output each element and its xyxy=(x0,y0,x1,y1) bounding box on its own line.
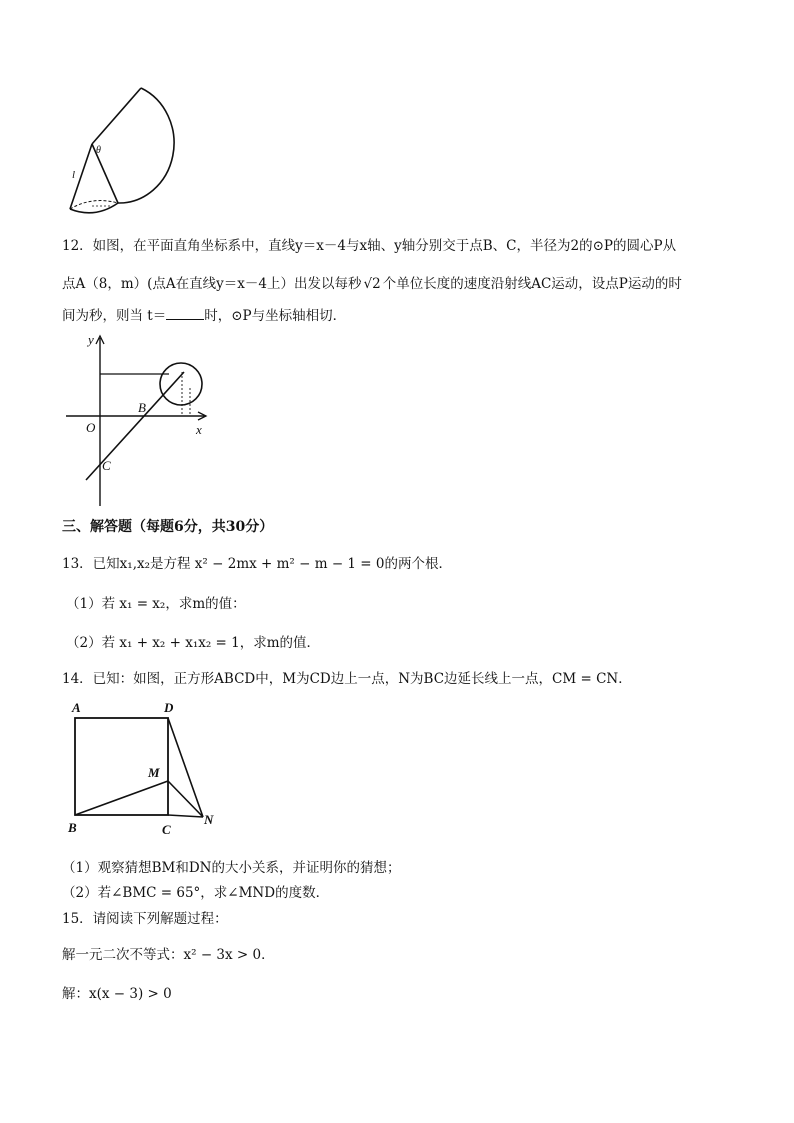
label-theta: θ xyxy=(96,145,101,156)
square-figure xyxy=(62,696,232,842)
label-b: B xyxy=(68,820,77,835)
q15-line2: 解：x(x − 3) > 0 xyxy=(62,986,172,1002)
label-n: N xyxy=(204,812,214,827)
label-b: B xyxy=(138,400,146,415)
q13-stem: 13．已知x₁,x₂是方程 x² − 2mx + m² − m − 1 = 0的两个根． xyxy=(62,556,453,572)
q12-line3-post: 时，⊙P与坐标轴相切． xyxy=(204,308,347,324)
q15-line1: 解一元二次不等式：x² − 3x > 0． xyxy=(62,947,275,963)
label-y: y xyxy=(88,332,94,347)
q12-line2 xyxy=(62,272,682,292)
q12-line3 xyxy=(62,304,346,324)
cone-base-front xyxy=(70,203,118,213)
label-x: x xyxy=(196,422,202,437)
label-c: C xyxy=(162,822,171,837)
q15-stem: 15．请阅读下列解题过程： xyxy=(62,911,228,927)
circle-p xyxy=(160,363,202,405)
label-d: D xyxy=(164,700,174,715)
label-a: A xyxy=(72,700,81,715)
section3-title: 三、解答题（每题6分，共30分） xyxy=(62,519,274,535)
label-l: l xyxy=(72,169,76,181)
label-o: O xyxy=(86,420,96,435)
segment-mn xyxy=(168,781,203,817)
segment-dn xyxy=(168,718,203,817)
cone-sector-figure xyxy=(60,86,185,221)
answer-blank[interactable] xyxy=(166,307,204,320)
q12-line3-pre: 间为秒，则当 t＝ xyxy=(62,308,167,324)
segment-bm xyxy=(75,781,168,815)
sector-edge-top xyxy=(92,88,141,144)
q14-part2: （2）若∠BMC = 65°，求∠MND的度数． xyxy=(62,885,330,901)
q13-part1: （1）若 x₁ = x₂，求m的值： xyxy=(66,596,246,612)
coordinate-figure xyxy=(64,330,214,512)
q12-line1: 12．如图，在平面直角坐标系中，直线y＝x－4与x轴、y轴分别交于点B、C，半径为2的⊙P的圆心P从 xyxy=(62,238,677,254)
label-m: M xyxy=(148,765,160,780)
q14-part1: （1）观察猜想BM和DN的大小关系，并证明你的猜想； xyxy=(62,860,401,876)
q12-sqrt: √2 xyxy=(363,276,381,292)
q12-line2-pre: 点A（8，m）(点A在直线y＝x－4上）出发以每秒 xyxy=(62,276,362,292)
segment-cn xyxy=(168,815,203,817)
q14-stem: 14．已知：如图，正方形ABCD中，M为CD边上一点，N为BC边延长线上一点，CM = CN． xyxy=(62,671,632,687)
label-c: C xyxy=(102,458,111,473)
q12-line2-post: 个单位长度的速度沿射线AC运动，设点P运动的时 xyxy=(382,276,682,292)
q13-part2: （2）若 x₁ + x₂ + x₁x₂ = 1，求m的值． xyxy=(66,635,321,651)
